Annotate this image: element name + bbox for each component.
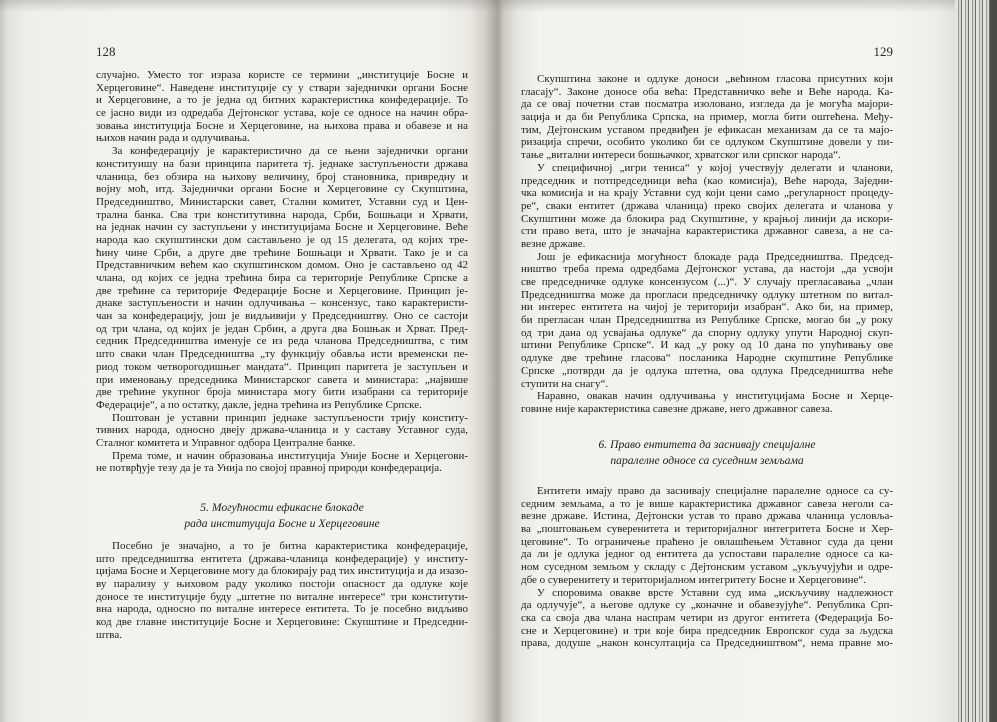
text-line: вна народа, односно по виталне интересе ентитета. То је посебно видљиво	[96, 603, 468, 616]
text-line: ни интерес ентитета на чијој је територији изабран“. Ако би, на пример,	[521, 301, 893, 314]
text-line: Херцеговине“. Наведене институције су у ствари заједнички органи Босне	[96, 81, 468, 94]
text-line: седним земљама, а то је више карактеристика државног савеза неголи са-	[521, 497, 893, 510]
paragraph	[96, 540, 468, 642]
text-line: и Херцеговине, а то је једна од битних карактеристика конфедерације. То	[96, 94, 468, 107]
text-line: Председништво, Министарски савет, Стални комитет, Уставни суд и Цен-	[96, 195, 468, 208]
text-line: дбе о суверенитету и територијалном интегритету Босне и Херцеговине“.	[521, 573, 867, 586]
text-line: чан за конфедерацију, још је видљивији у Председништву. Оно се састоји	[96, 310, 468, 323]
text-line: што председништва ентитета (држава-чланица конфедерације) у институ-	[96, 552, 468, 565]
text-line: сти право вета, што је значајна карактеристика државног савеза, а не са-	[521, 225, 893, 238]
text-line: се јасно види из одредаба Дејтонског устава, које се односе на начин обра-	[96, 107, 468, 120]
paragraph	[521, 251, 893, 391]
text-line: седник Председништва именује се из реда чланова Председништва, с тим	[96, 335, 468, 348]
text-line: случајно. Уместо тог израза користе се термини „институције Босне и	[96, 69, 468, 81]
text-line: Представничким већем као скупштинском домом. Оно је састављено од 42	[96, 259, 468, 272]
book-edge-shadow	[990, 0, 997, 722]
text-line: везне државе.	[521, 237, 586, 250]
text-line: зовања институција Босне и Херцеговине, на њихова права и обавезе и на	[96, 119, 468, 132]
paragraph	[521, 587, 893, 650]
text-line: ном суседном земљом у складу с Дејтонским уставом „укључујући и одре-	[521, 561, 893, 574]
text-line: У специфичној „игри тениса“ у којој учествују делегати и чланови,	[537, 161, 893, 174]
text-line: цијама Босне и Херцеговине могу да блокирају рад тих институција и да изазо-	[96, 565, 468, 578]
page-number: 128	[96, 44, 116, 59]
text-line: штва.	[96, 628, 122, 641]
text-line: зација и да би Република Српска, на пример, могла бити оштећена. Међу-	[521, 111, 893, 124]
text-line: тање „витални интереси бошњачког, хрватског или српског народа“.	[521, 149, 841, 162]
text-line: што сваки члан Председништва „ту функцију обавља исти временски пе-	[96, 348, 468, 361]
text-line: ступити на снагу“.	[521, 377, 609, 390]
text-line: војну моћ, итд. Заједнички органи Босне и Херцеговине су Скупштина,	[96, 183, 468, 196]
section-heading-line: рада институција Босне и Херцеговине	[184, 517, 380, 530]
text-line: днаке заступљености и начин одлучивања – консензус, тако карактеристи-	[96, 297, 468, 310]
text-line: при именовању председника Министарског савета и министара: „највише	[96, 373, 468, 386]
text-line: штини Републике Српске“. И кад „у року од 10 дана по упућивању ове	[521, 339, 893, 352]
page-number: 129	[873, 44, 893, 59]
text-line: да се овај почетни став посматра изоловано, изгледа да је могућа мајори-	[521, 98, 893, 111]
text-line: председник и потпредседници већа (као комисија), Веће народа, Заједни-	[521, 174, 893, 187]
text-line: Скупштини може да блокира рад Скупштине, у крајњој линији да искори-	[521, 212, 893, 225]
text-line: риод током четворогодишњег мандата“. Принцип паритета је заступљен и	[96, 360, 468, 373]
text-line: везне државе. Истина, Дејтонски устав то право држава чланица условља-	[521, 510, 893, 523]
text-line: Ентитети имају право да заснивају специјалне паралелне односе са су-	[537, 485, 893, 497]
body-text	[521, 73, 893, 416]
paragraph	[521, 485, 893, 587]
section-heading-line: 5. Могућности ефикасне блокаде	[200, 501, 364, 514]
text-line: две трећине укупног броја министара могу бити изабрани са територије	[96, 386, 468, 399]
text-line: чка комисија и на крају Уставни суд који цени само „регуларност процеду-	[521, 187, 893, 200]
text-line: не потврђује тезу да је та Унија по својој правној природи конфедерација.	[96, 462, 442, 475]
body-text	[521, 485, 893, 650]
text-line: све председничке одлуке консензусом (...)“. У случају прегласавања „члан	[521, 276, 893, 288]
text-line: доносе те институције буду „штетне по виталне интересе“ три конститути-	[96, 590, 468, 603]
text-line: на једнак начин су заступљени у институцијама Босне и Херцеговине. Веће	[96, 221, 468, 234]
text-line: У споровима овакве врсте Уставни суд има „искључиву надлежност	[537, 586, 893, 599]
text-line: конституишу на бази принципа паритета тј. једнаке заступљености држава	[96, 157, 468, 170]
text-line: права, додуше „након консултација са Председништвом“, нема правне мо-	[521, 637, 893, 650]
text-line: ре“, сваки ентитет (држава чланица) преко својих делегата и чланова у	[521, 199, 893, 212]
text-line: код две главне институције Босне и Херцеговине: Скупштине и Председни-	[96, 616, 468, 629]
text-line: ска са своја два члана наспрам четири из другог ентитета (Федерација Бо-	[521, 611, 893, 624]
text-line: За конфедерацију је карактеристично да се њени заједнички органи	[112, 145, 468, 158]
text-line: да ли је одлука једног од ентитета да успостави паралелне односе са ка-	[521, 548, 893, 561]
text-line: члана, од којих се једна трећина бира са територије Републике Српске а	[96, 272, 468, 284]
paragraph	[521, 162, 893, 251]
section-heading-line: 6. Право ентитета да заснивају специјалне	[598, 438, 816, 451]
text-line: Сталног комитета и Управног одбора Централне банке.	[96, 436, 356, 449]
text-line: цеговине“. То ограничење праћено је овлашћењем Уставног суда да цени	[521, 535, 893, 548]
text-line: одлуке две трећине гласова“ посланика Народне скупштине Републике	[521, 352, 893, 365]
text-line: трална банка. Сва три конститутивна народа, Срби, Бошњаци и Хрвати,	[96, 208, 468, 221]
paragraph	[96, 69, 468, 145]
text-line: да одлучује“, а његове одлуке су „коначне и обавезујуће“. Република Срп-	[521, 599, 893, 612]
text-line: Још је ефикаснија могућност блокаде рада Председништва. Председ-	[537, 250, 893, 263]
paragraph	[521, 390, 893, 415]
section-heading	[96, 500, 468, 532]
text-line: чланица, без обзира на њихову величину, број становника, привредну и	[96, 170, 468, 183]
text-line: ву парализу у њиховом раду уколико постоји опасност да одлуке које	[96, 578, 468, 591]
paragraph	[96, 145, 468, 411]
body-text	[96, 69, 468, 475]
text-line: две трећине са територије Федерације Босне и Херцеговине. Принцип је-	[96, 284, 468, 297]
text-line: Поштован је уставни принцип једнаке заступљености трију конститу-	[112, 411, 468, 424]
text-line: сне и Херцеговине) и три које бира председник Европског суда за људска	[521, 624, 893, 637]
text-line: ништво треба према одредбама Дејтонског устава, да настоји „да усвоји	[521, 263, 893, 276]
text-line: народа као скупштински дом састављено је од 15 делегата, од којих тре-	[96, 233, 468, 246]
text-line: Председништва може да прогласи председничку одлуку штетном по витал-	[521, 288, 893, 301]
paragraph	[96, 412, 468, 450]
paragraph	[521, 73, 893, 162]
page-top-shadow	[0, 0, 955, 12]
text-line: Посебно је значајно, а то је битна карактеристика конфедерације,	[112, 540, 468, 552]
text-line: од три члана, од којих је један Србин, а друга два Бошњак и Хрват. Пред-	[96, 322, 468, 335]
text-line: гласају“. Законе доносе оба већа: Представничко веће и Веће народа. Ка-	[521, 85, 893, 98]
text-line: Наравно, овакав начин одлучивања у институцијама Босне и Херце-	[537, 390, 893, 403]
section-heading	[521, 437, 893, 469]
text-line: тивних народа, односно двеју држава-чланица и у саставу Уставног суда,	[96, 424, 468, 437]
text-line: би прегласан члан Председништва из Републике Српске, могао би „у року	[521, 314, 893, 327]
text-line: тим, Дејтонским уставом предвиђен је ефикасан механизам да се та мајо-	[521, 123, 893, 136]
text-line: Српске „потврди да је одлука штетна, ова одлука Председништва неће	[521, 364, 893, 377]
text-line: од три дана од усвајања одлуке“ да спорну одлуку упути Народној скуп-	[521, 326, 893, 339]
text-line: ва „поштовањем суверенитета и територијалног интегритета Босне и Хер-	[521, 523, 893, 536]
text-line: говине није карактеристика савезне државе, него државног савеза.	[521, 402, 833, 415]
body-text	[96, 540, 468, 642]
text-line: њихов начин рада и одлучивања.	[96, 132, 250, 145]
text-line: Федерације“, а по остатку, дакле, једна трећина из Републике Српске.	[96, 398, 422, 411]
paragraph	[96, 450, 468, 475]
section-heading-line: паралелне односе са суседним земљама	[610, 454, 804, 467]
text-line: Скупштина законе и одлуке доноси „већином гласова присутних који	[537, 73, 893, 85]
text-line: ризација спречи, особито уколико би се одлуком Скупштине довели у пи-	[521, 136, 893, 149]
text-line: Према томе, и начин образовања институција Уније Босне и Херцегови-	[112, 449, 468, 462]
text-line: ћину чине Срби, а друге две трећине Бошњаци и Хрвати. Тако је и са	[96, 246, 468, 259]
